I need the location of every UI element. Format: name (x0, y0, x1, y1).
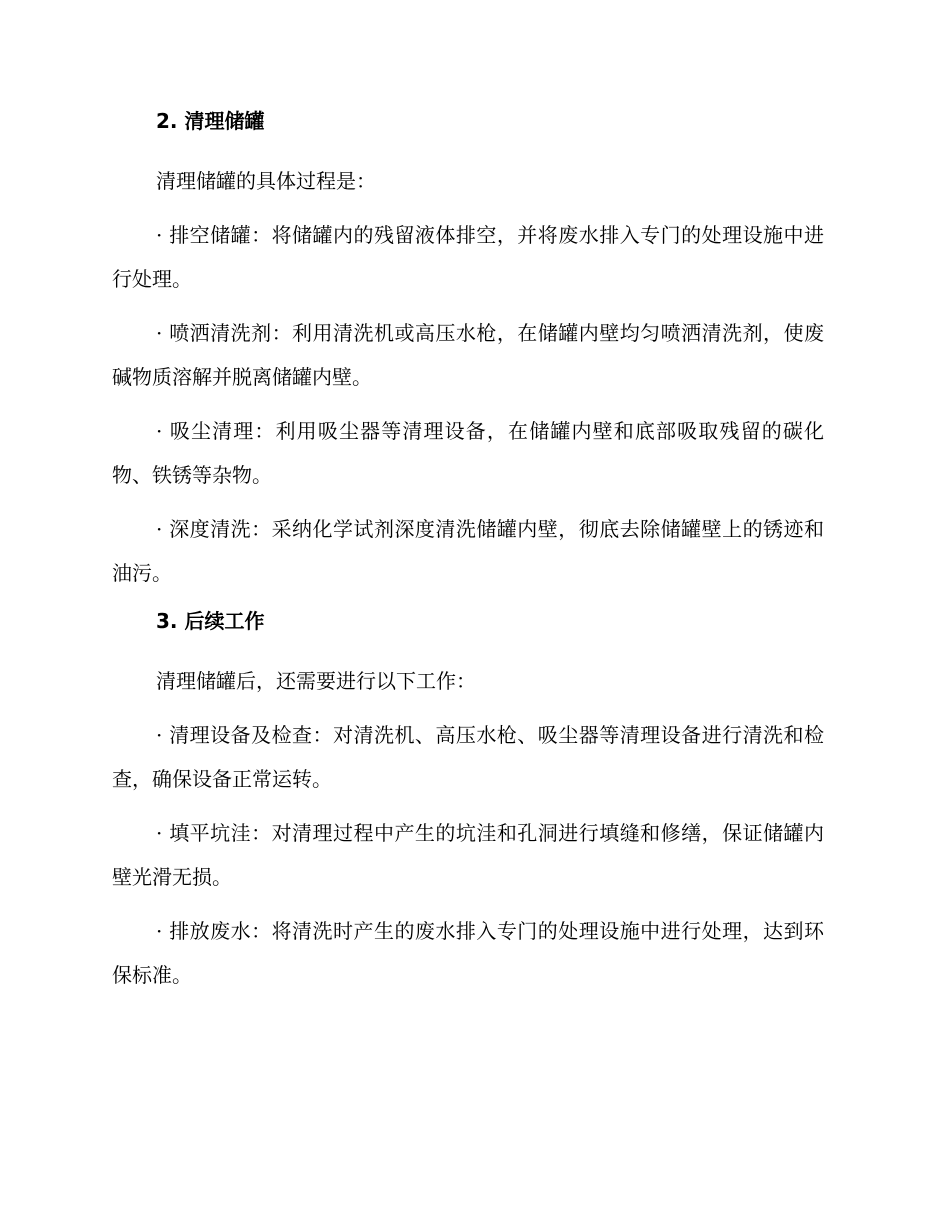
list-item: · 排空储罐：将储罐内的残留液体排空，并将废水排入专门的处理设施中进行处理。 (112, 223, 824, 291)
section-heading: 3. 后续工作 (156, 609, 265, 633)
section-follow-up (112, 605, 824, 997)
document-page (112, 105, 824, 1007)
list-item: · 排放废水：将清洗时产生的废水排入专门的处理设施中进行处理，达到环保标准。 (112, 919, 824, 987)
list-item: · 吸尘清理：利用吸尘器等清理设备，在储罐内壁和底部吸取残留的碳化物、铁锈等杂物。 (112, 419, 824, 487)
list-item: · 填平坑洼：对清理过程中产生的坑洼和孔洞进行填缝和修缮，保证储罐内壁光滑无损。 (112, 821, 824, 889)
section-intro: 清理储罐后，还需要进行以下工作： (156, 669, 476, 693)
list-item: · 深度清洗：采纳化学试剂深度清洗储罐内壁，彻底去除储罐壁上的锈迹和油污。 (112, 517, 824, 585)
section-intro: 清理储罐的具体过程是： (156, 169, 376, 193)
list-item: · 喷洒清洗剂：利用清洗机或高压水枪，在储罐内壁均匀喷洒清洗剂，使废碱物质溶解并脱离储罐内壁。 (112, 321, 824, 389)
list-item: · 清理设备及检查：对清洗机、高压水枪、吸尘器等清理设备进行清洗和检查，确保设备正常运转。 (112, 723, 824, 791)
section-clean-tank (112, 105, 824, 595)
section-heading: 2. 清理储罐 (156, 109, 265, 133)
